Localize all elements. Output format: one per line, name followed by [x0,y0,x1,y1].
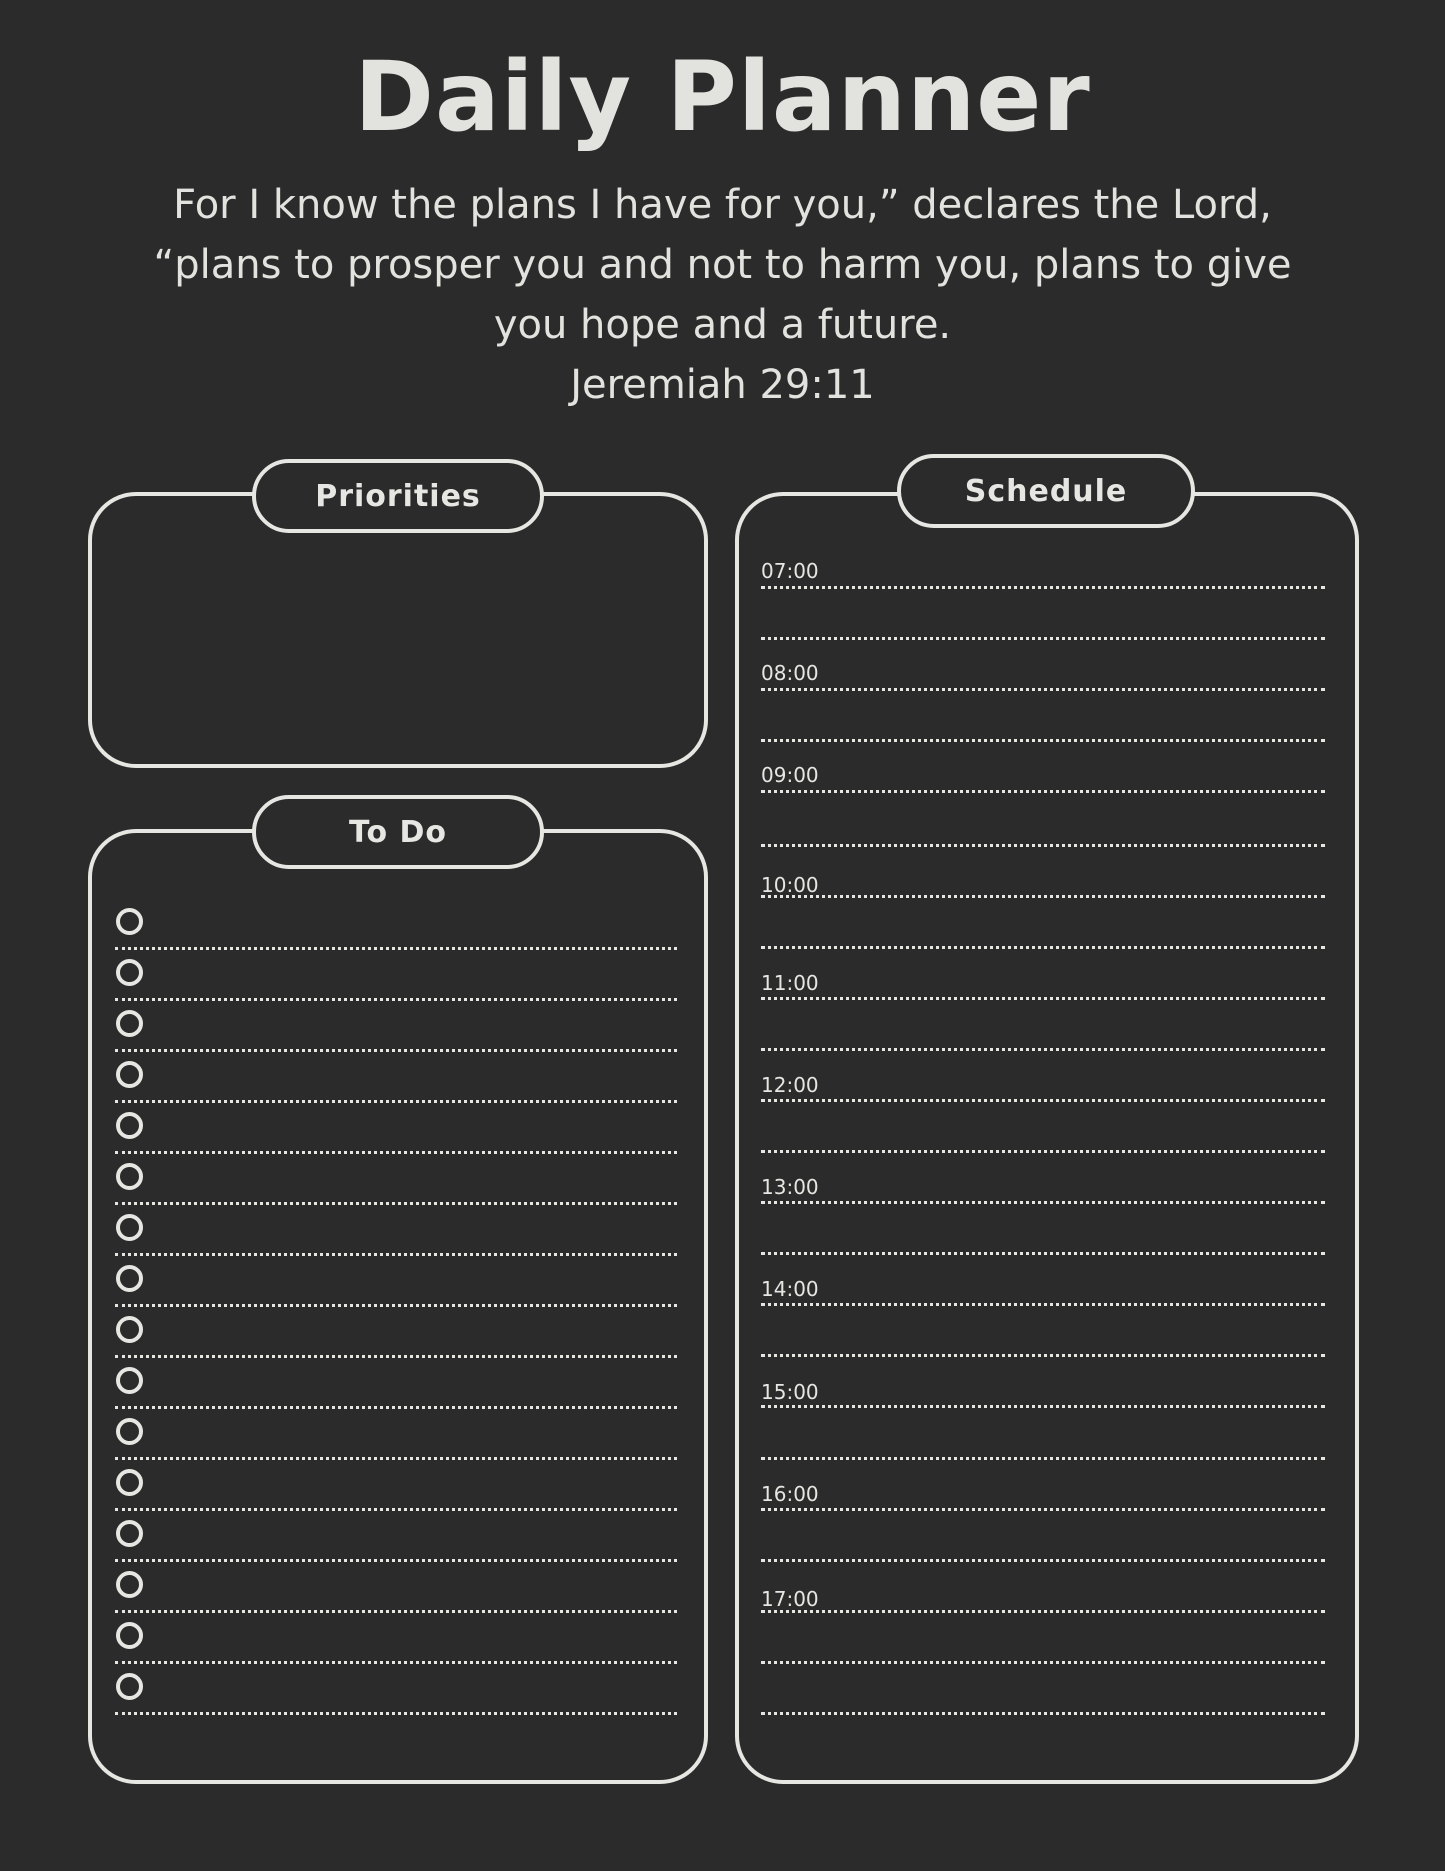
schedule-line[interactable] [761,1201,1325,1204]
schedule-time-label: 17:00 [761,1587,819,1611]
schedule-line[interactable] [761,637,1325,640]
todo-line[interactable] [115,1457,677,1460]
todo-line[interactable] [115,1406,677,1409]
todo-line[interactable] [115,1712,677,1715]
todo-line[interactable] [115,1151,677,1154]
schedule-line[interactable] [761,1712,1325,1715]
schedule-box [735,492,1359,1784]
schedule-line[interactable] [761,688,1325,691]
verse-reference: Jeremiah 29:11 [570,362,875,408]
todo-line[interactable] [115,1559,677,1562]
schedule-line[interactable] [761,895,1325,898]
todo-checkbox[interactable] [116,908,143,935]
todo-checkbox[interactable] [116,1622,143,1649]
todo-checkbox[interactable] [116,1214,143,1241]
todo-line[interactable] [115,947,677,950]
todo-line[interactable] [115,1508,677,1511]
schedule-line[interactable] [761,1048,1325,1051]
todo-checkbox[interactable] [116,1316,143,1343]
todo-checkbox[interactable] [116,1571,143,1598]
priorities-tab: Priorities [252,459,544,533]
schedule-line[interactable] [761,586,1325,589]
todo-checkbox[interactable] [116,1418,143,1445]
verse-line: you hope and a future. [493,302,952,348]
schedule-time-label: 11:00 [761,971,819,995]
todo-checkbox[interactable] [116,959,143,986]
todo-line[interactable] [115,1049,677,1052]
schedule-line[interactable] [761,739,1325,742]
schedule-time-label: 12:00 [761,1073,819,1097]
todo-checkbox[interactable] [116,1673,143,1700]
todo-checkbox[interactable] [116,1010,143,1037]
schedule-line[interactable] [761,1099,1325,1102]
schedule-time-label: 13:00 [761,1175,819,1199]
todo-line[interactable] [115,1355,677,1358]
todo-checkbox[interactable] [116,1469,143,1496]
todo-checkbox[interactable] [116,1163,143,1190]
todo-checkbox[interactable] [116,1112,143,1139]
schedule-line[interactable] [761,1610,1325,1613]
schedule-time-label: 16:00 [761,1482,819,1506]
schedule-line[interactable] [761,790,1325,793]
schedule-line[interactable] [761,1252,1325,1255]
schedule-tab: Schedule [897,454,1195,528]
schedule-time-label: 08:00 [761,661,819,685]
todo-checkbox[interactable] [116,1061,143,1088]
todo-checkbox[interactable] [116,1265,143,1292]
schedule-line[interactable] [761,1661,1325,1664]
schedule-line[interactable] [761,1405,1325,1408]
todo-line[interactable] [115,998,677,1001]
schedule-line[interactable] [761,946,1325,949]
verse-line: For I know the plans I have for you,” declares the Lord, [173,182,1272,228]
schedule-line[interactable] [761,1150,1325,1153]
schedule-time-label: 09:00 [761,763,819,787]
schedule-line[interactable] [761,997,1325,1000]
schedule-line[interactable] [761,1354,1325,1357]
schedule-time-label: 10:00 [761,873,819,897]
todo-line[interactable] [115,1661,677,1664]
schedule-line[interactable] [761,1457,1325,1460]
todo-tab: To Do [252,795,544,869]
verse-line: “plans to prosper you and not to harm you, plans to give [153,242,1292,288]
page-title: Daily Planner [354,41,1091,153]
schedule-line[interactable] [761,1559,1325,1562]
todo-line[interactable] [115,1253,677,1256]
schedule-time-label: 14:00 [761,1277,819,1301]
verse-block [110,175,1335,415]
todo-line[interactable] [115,1610,677,1613]
schedule-time-label: 07:00 [761,559,819,583]
todo-line[interactable] [115,1304,677,1307]
schedule-line[interactable] [761,1303,1325,1306]
schedule-line[interactable] [761,1508,1325,1511]
priorities-box[interactable] [88,492,708,768]
todo-line[interactable] [115,1100,677,1103]
schedule-line[interactable] [761,844,1325,847]
todo-checkbox[interactable] [116,1367,143,1394]
todo-checkbox[interactable] [116,1520,143,1547]
todo-line[interactable] [115,1202,677,1205]
schedule-time-label: 15:00 [761,1380,819,1404]
